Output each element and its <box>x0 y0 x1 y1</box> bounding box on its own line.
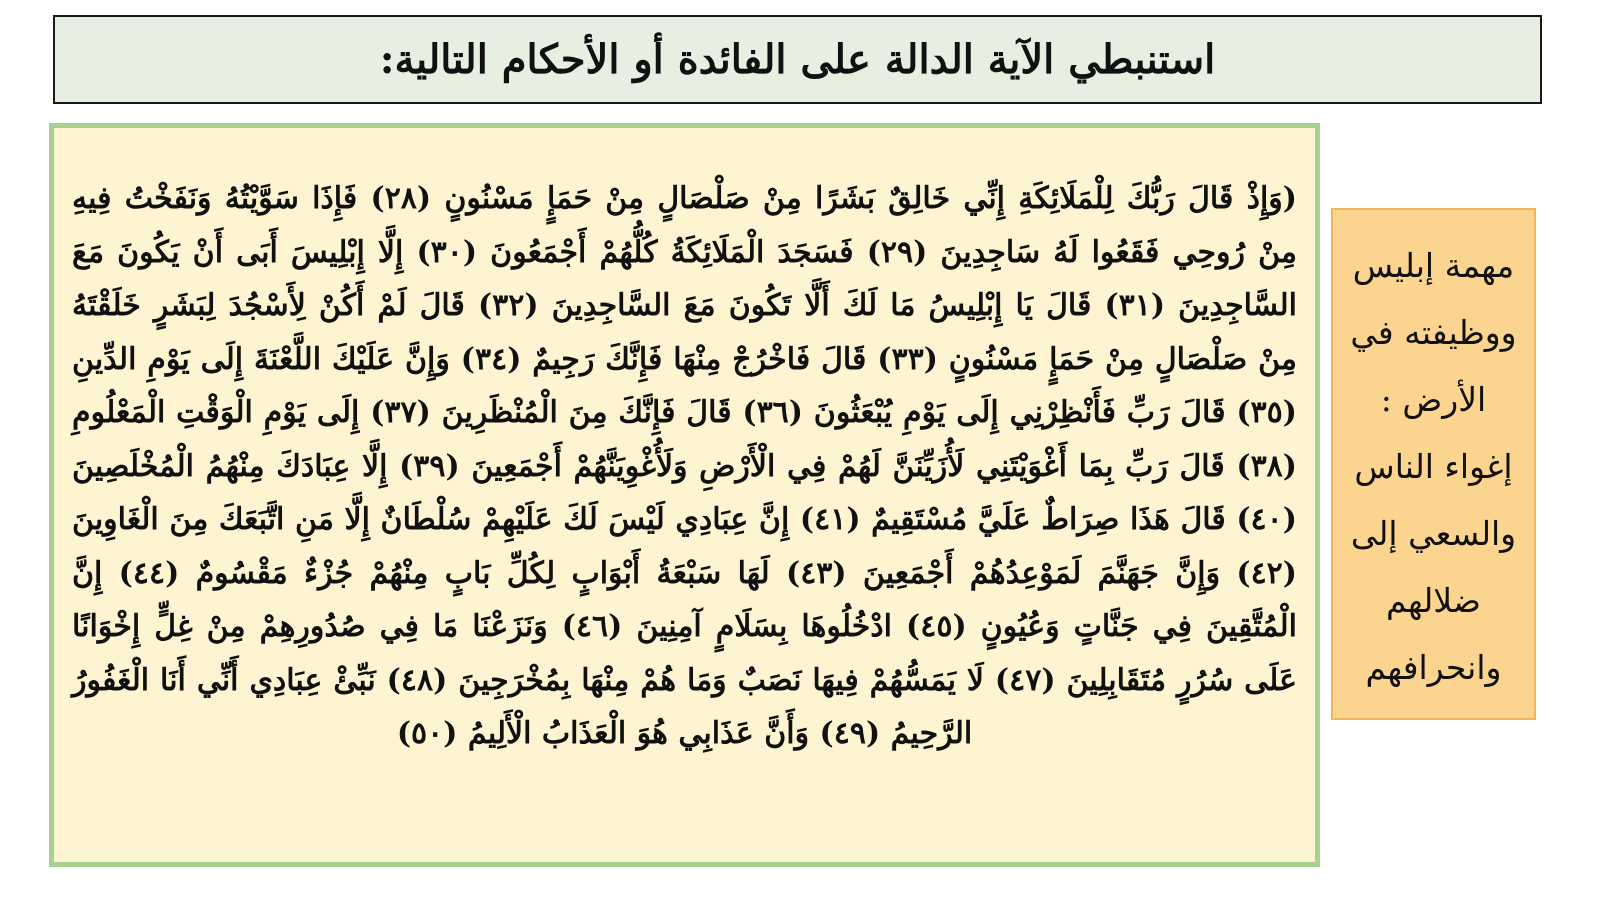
quran-verses-text: (وَإِذْ قَالَ رَبُّكَ لِلْمَلَائِكَةِ إِنِّي خَالِقٌ بَشَرًا مِنْ صَلْصَالٍ مِنْ حَمَإٍ مَسْنُونٍ (٢٨) فَإِذَا سَوَّيْتُهُ وَنَفَخْتُ فِيهِ مِنْ رُوحِي فَقَعُوا لَهُ سَاجِدِينَ (٢٩) فَسَجَدَ الْمَلَائِكَةُ كُلُّهُمْ أَجْمَعُونَ (٣٠) إِلَّا إِبْلِيسَ أَبَى أَنْ يَكُونَ مَعَ السَّاجِدِينَ (٣١) قَالَ يَا إِبْلِيسُ مَا لَكَ أَلَّا تَكُونَ مَعَ السَّاجِدِينَ (٣٢) قَالَ لَمْ أَكُنْ لِأَسْجُدَ لِبَشَرٍ خَلَقْتَهُ مِنْ صَلْصَالٍ مِنْ حَمَإٍ مَسْنُونٍ (٣٣) قَالَ فَاخْرُجْ مِنْهَا فَإِنَّكَ رَجِيمٌ (٣٤) وَإِنَّ عَلَيْكَ اللَّعْنَةَ إِلَى يَوْمِ الدِّينِ (٣٥) قَالَ رَبِّ فَأَنْظِرْنِي إِلَى يَوْمِ يُبْعَثُونَ (٣٦) قَالَ فَإِنَّكَ مِنَ الْمُنْظَرِينَ (٣٧) إِلَى يَوْمِ الْوَقْتِ الْمَعْلُومِ (٣٨) قَالَ رَبِّ بِمَا أَغْوَيْتَنِي لَأُزَيِّنَنَّ لَهُمْ فِي الْأَرْضِ وَلَأُغْوِيَنَّهُمْ أَجْمَعِينَ (٣٩) إِلَّا عِبَادَكَ مِنْهُمُ الْمُخْلَصِينَ (٤٠) قَالَ هَذَا صِرَاطٌ عَلَيَّ مُسْتَقِيمٌ (٤١) إِنَّ عِبَادِي لَيْسَ لَكَ عَلَيْهِمْ سُلْطَانٌ إِلَّا مَنِ اتَّبَعَكَ مِنَ الْغَاوِينَ (٤٢) وَإِنَّ جَهَنَّمَ لَمَوْعِدُهُمْ أَجْمَعِينَ (٤٣) لَهَا سَبْعَةُ أَبْوَابٍ لِكُلِّ بَابٍ مِنْهُمْ جُزْءٌ مَقْسُومٌ (٤٤) إِنَّ الْمُتَّقِينَ فِي جَنَّاتٍ وَعُيُونٍ (٤٥) ادْخُلُوهَا بِسَلَامٍ آمِنِينَ (٤٦) وَنَزَعْنَا مَا فِي صُدُورِهِمْ مِنْ غِلٍّ إِخْوَانًا عَلَى سُرُرٍ مُتَقَابِلِينَ (٤٧) لَا يَمَسُّهُمْ فِيهَا نَصَبٌ وَمَا هُمْ مِنْهَا بِمُخْرَجِينَ (٤٨) نَبِّئْ عِبَادِي أَنِّي أَنَا الْغَفُورُ الرَّحِيمُ (٤٩) وَأَنَّ عَذَابِي هُوَ الْعَذَابُ الْأَلِيمُ (٥٠) <box>72 181 1298 751</box>
verses-panel <box>49 123 1320 867</box>
note-text: مهمة إبليس ووظيفته في الأرض : إغواء الناس والسعي إلى ضلالهم وانحرافهم <box>1350 246 1517 687</box>
instruction-title: استنبطي الآية الدالة على الفائدة أو الأحكام التالية: <box>379 36 1216 83</box>
instruction-header <box>53 15 1542 104</box>
note-card <box>1331 208 1536 720</box>
